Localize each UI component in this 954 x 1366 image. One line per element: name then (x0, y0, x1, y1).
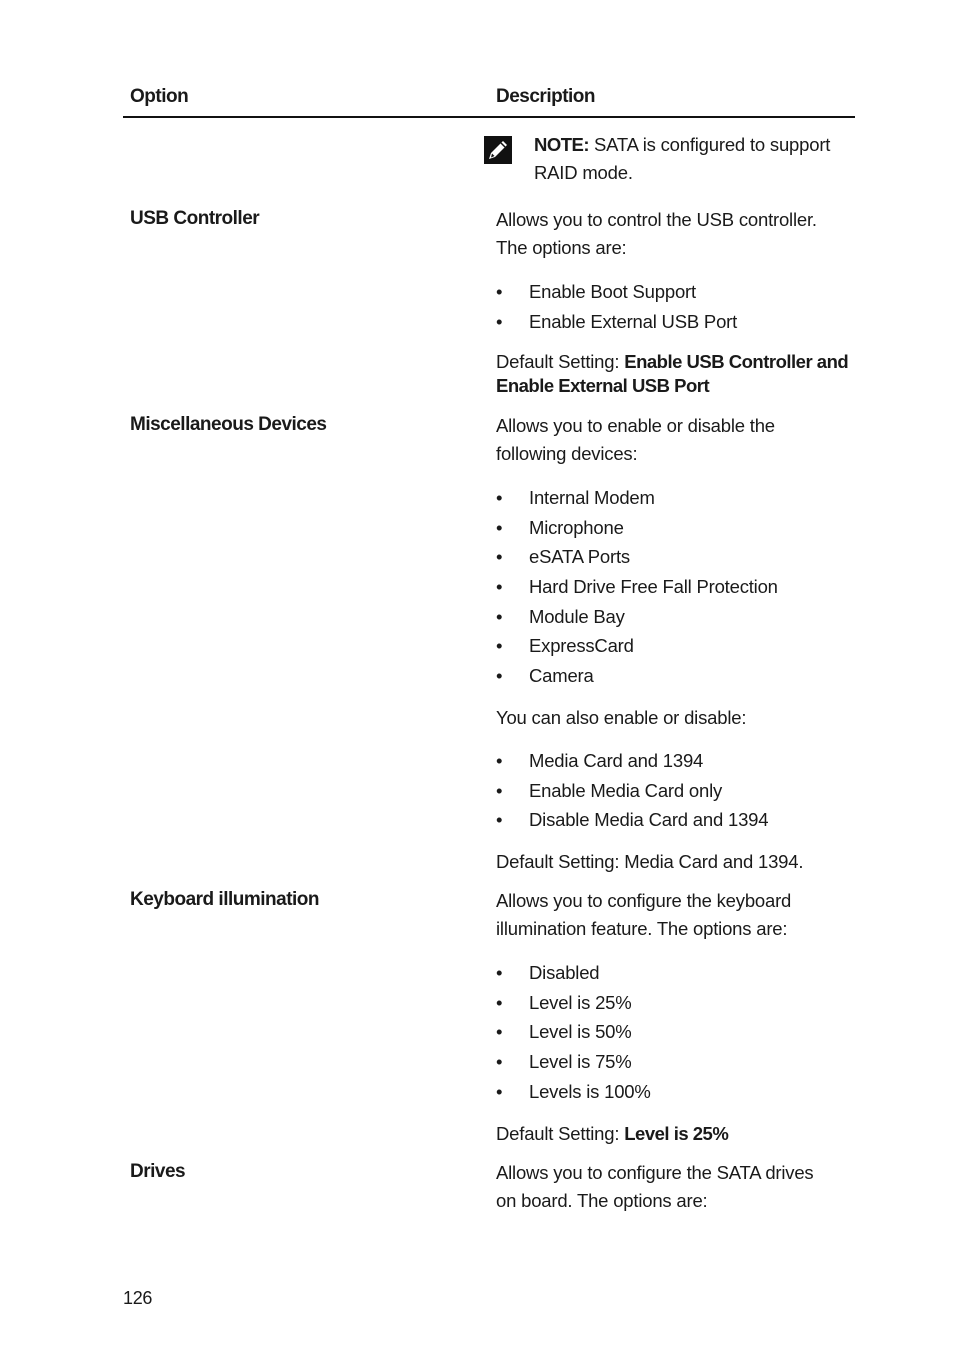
list-item: • Disabled (496, 959, 856, 989)
list-item: • Internal Modem (496, 484, 856, 514)
keyboard-desc-line2: illumination feature. The options are: (496, 918, 788, 939)
option-keyboard-illumination: Keyboard illumination (130, 889, 320, 910)
keyboard-default-value: Level is 25% (624, 1123, 729, 1144)
column-header-option: Option (130, 86, 189, 107)
column-header-description: Description (496, 86, 596, 107)
list-item: • Media Card and 1394 (496, 747, 856, 777)
list-item: • Disable Media Card and 1394 (496, 806, 856, 836)
misc-desc-line2: following devices: (496, 443, 638, 464)
header-rule (123, 116, 855, 118)
keyboard-desc-line1: Allows you to configure the keyboard (496, 890, 792, 911)
keyboard-description (496, 887, 856, 943)
option-miscellaneous-devices: Miscellaneous Devices (130, 414, 327, 435)
drives-desc-line1: Allows you to configure the SATA drives (496, 1162, 814, 1183)
drives-description (496, 1159, 856, 1215)
list-item: • eSATA Ports (496, 543, 856, 573)
option-drives: Drives (130, 1161, 186, 1182)
keyboard-default-setting (496, 1120, 856, 1148)
misc-media-list (496, 747, 856, 836)
usb-desc-line1: Allows you to control the USB controller. (496, 209, 817, 230)
note-body: SATA is configured to support (594, 134, 831, 155)
list-item: • Enable Boot Support (496, 278, 856, 308)
usb-default-value: Enable USB Controller and (624, 351, 849, 372)
misc-devices-list (496, 484, 856, 692)
usb-options-list (496, 278, 856, 337)
list-item: • Hard Drive Free Fall Protection (496, 573, 856, 603)
note-text (534, 131, 854, 187)
usb-desc-line2: The options are: (496, 237, 627, 258)
usb-description (496, 206, 856, 262)
list-item: • Level is 75% (496, 1048, 856, 1078)
pencil-note-icon (484, 136, 512, 164)
list-item: • Microphone (496, 514, 856, 544)
list-item: • ExpressCard (496, 632, 856, 662)
misc-description (496, 412, 856, 468)
list-item: • Camera (496, 662, 856, 692)
list-item: • Level is 25% (496, 989, 856, 1019)
misc-also-text: You can also enable or disable: (496, 707, 747, 728)
list-item: • Level is 50% (496, 1018, 856, 1048)
list-item: • Enable External USB Port (496, 308, 856, 338)
list-item: • Levels is 100% (496, 1078, 856, 1108)
keyboard-default-label: Default Setting: (496, 1123, 620, 1144)
note-body-2: RAID mode. (534, 162, 633, 183)
usb-default-setting (496, 350, 856, 398)
list-item: • Module Bay (496, 603, 856, 633)
misc-desc-line1: Allows you to enable or disable the (496, 415, 775, 436)
note-label: NOTE: (534, 134, 590, 155)
keyboard-options-list (496, 959, 856, 1107)
misc-default-setting: Default Setting: Media Card and 1394. (496, 851, 804, 872)
usb-default-label: Default Setting: (496, 351, 620, 372)
list-item: • Enable Media Card only (496, 777, 856, 807)
option-usb-controller: USB Controller (130, 208, 260, 229)
page-number: 126 (123, 1288, 153, 1308)
usb-default-value-2: Enable External USB Port (496, 375, 710, 396)
drives-desc-line2: on board. The options are: (496, 1190, 708, 1211)
